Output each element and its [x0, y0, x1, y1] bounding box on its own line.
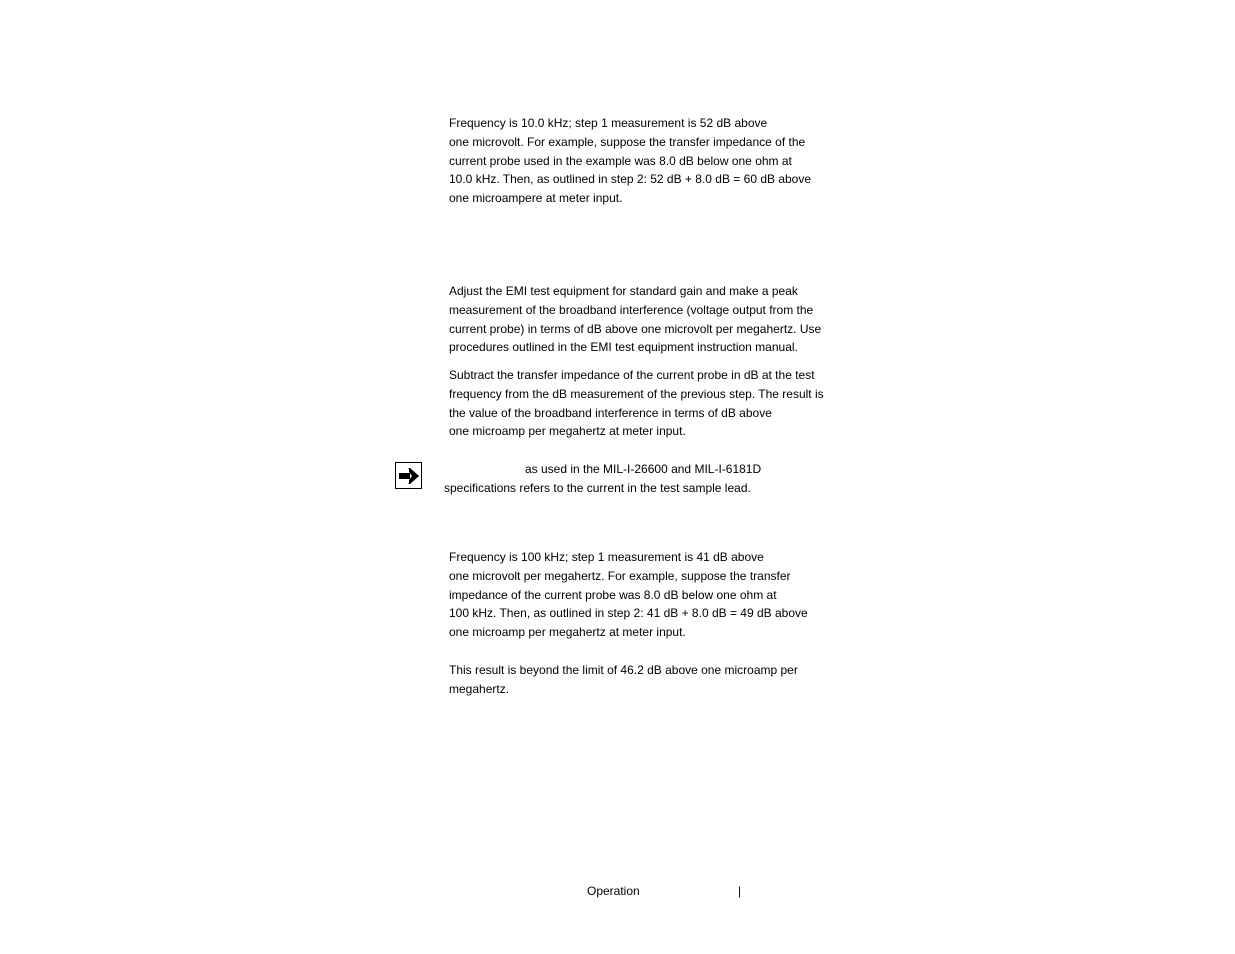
text-line: Frequency is 100 kHz; step 1 measurement is 41 dB above — [449, 550, 764, 564]
text-line: as used in the MIL-I-26600 and MIL-I-6181D — [525, 462, 762, 476]
text-line: one microvolt per megahertz. For example, suppose the transfer — [449, 568, 791, 583]
note-paragraph — [444, 460, 761, 498]
step-subtract-paragraph — [449, 366, 824, 441]
text-line: frequency from the dB measurement of the previous step. The result is — [449, 386, 824, 401]
text-line: megahertz. — [449, 681, 510, 696]
text-line: specifications refers to the current in the test sample lead. — [444, 480, 751, 495]
text-line: one microamp per megahertz at meter input. — [449, 424, 686, 439]
step-measure-paragraph — [449, 282, 821, 357]
text-line: measurement of the broadband interference (voltage output from the — [449, 302, 814, 317]
text-line: current probe used in the example was 8.0 dB below one ohm at — [449, 153, 792, 168]
text-line: 10.0 kHz. Then, as outlined in step 2: 52 dB + 8.0 dB = 60 dB above — [449, 172, 812, 187]
text-line: Subtract the transfer impedance of the current probe in dB at the test — [449, 368, 815, 382]
text-line: Frequency is 10.0 kHz; step 1 measurement is 52 dB above — [449, 116, 768, 130]
arrow-right-icon — [395, 462, 422, 489]
result-paragraph — [449, 661, 798, 699]
text-line: one microampere at meter input. — [449, 191, 623, 206]
text-line: impedance of the current probe was 8.0 dB below one ohm at — [449, 587, 777, 602]
text-line: one microvolt. For example, suppose the transfer impedance of the — [449, 134, 806, 149]
text-line: procedures outlined in the EMI test equipment instruction manual. — [449, 340, 798, 355]
footer-separator: | — [738, 884, 742, 898]
text-line: one microamp per megahertz at meter input. — [449, 625, 686, 640]
example-100khz-paragraph — [449, 548, 808, 642]
text-line: This result is beyond the limit of 46.2 dB above one microamp per — [449, 663, 798, 677]
text-line: current probe) in terms of dB above one microvolt per megahertz. Use — [449, 321, 822, 336]
example-10khz-paragraph — [449, 114, 811, 208]
text-line: 100 kHz. Then, as outlined in step 2: 41 dB + 8.0 dB = 49 dB above — [449, 606, 808, 621]
footer-section-title: Operation — [587, 884, 640, 898]
text-line: the value of the broadband interference in terms of dB above — [449, 405, 772, 420]
text-line: Adjust the EMI test equipment for standard gain and make a peak — [449, 284, 798, 298]
